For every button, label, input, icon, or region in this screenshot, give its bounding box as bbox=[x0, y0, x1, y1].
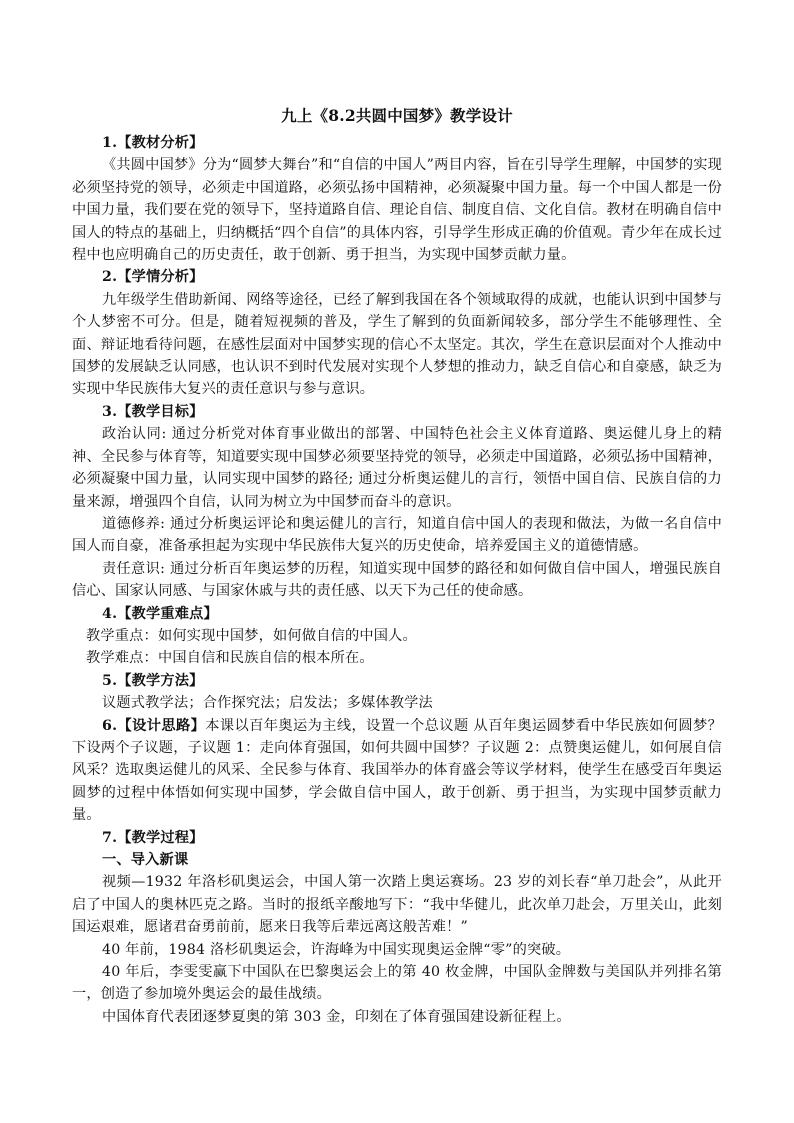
section-heading-3: 3.【教学目标】 bbox=[102, 403, 204, 420]
paragraph: 道德修养: 通过分析奥运评论和奥运健儿的言行，知道自信中国人的表现和做法，为做一名自信中国人而自豪，准备承担起为实现中华民族伟大复兴的历史使命，培养爱国主义的道德情感。 bbox=[72, 515, 722, 555]
paragraph: 议题式教学法；合作探究法；启发法；多媒体教学法 bbox=[102, 695, 433, 712]
section-heading-6: 6.【设计思路】 bbox=[102, 717, 206, 734]
paragraph: 教学重点：如何实现中国梦，如何做自信的中国人。 bbox=[86, 627, 417, 644]
section-heading-1: 1.【教材分析】 bbox=[102, 135, 204, 151]
paragraph-design-idea bbox=[72, 715, 722, 827]
document-title: 九上《8.2共圆中国梦》教学设计 bbox=[281, 106, 513, 125]
paragraph: 40 年后，李雯雯赢下中国队在巴黎奥运会上的第 40 枚金牌，中国队金牌数与美国队并列排名第一，创造了参加境外奥运会的最佳战绩。 bbox=[72, 964, 722, 1003]
section-heading-4: 4.【教学重难点】 bbox=[102, 605, 218, 622]
section-heading-7: 7.【教学过程】 bbox=[102, 829, 204, 846]
section-heading-5: 5.【教学方法】 bbox=[102, 672, 204, 689]
section-heading-2: 2.【学情分析】 bbox=[102, 269, 204, 286]
paragraph: 中国体育代表团逐梦夏奥的第 303 金，印刻在了体育强国建设新征程上。 bbox=[102, 1008, 571, 1025]
paragraph: 40 年前，1984 洛杉矶奥运会，许海峰为中国实现奥运金牌“零”的突破。 bbox=[102, 941, 571, 958]
paragraph: 政治认同: 通过分析党对体育事业做出的部署、中国特色社会主义体育道路、奥运健儿身上的精神、全民参与体育等，知道要实现中国梦必须要坚持党的领导，必须走中国道路，必须弘扬中国精神，必须凝聚中国力量，认同实现中国梦的路径; 通过分析奥运健儿的言行，领悟中国自信、民族自信的力量来源，增强四个自信，认同为树立为中国梦而奋斗的意识。 bbox=[72, 426, 722, 510]
subsection-heading: 一、导入新课 bbox=[102, 852, 189, 868]
paragraph: 九年级学生借助新闻、网络等途径，已经了解到我国在各个领域取得的成就，也能认识到中国梦与个人梦密不可分。但是，随着短视频的普及，学生了解到的负面新闻较多，部分学生不能够理性、全面、辩证地看待问题，在感性层面对中国梦实现的信心不太坚定。其次，学生在意识层面对个人推动中国梦的发展缺乏认同感，也认识不到时代发展对实现个人梦想的推动力，缺乏自信心和自豪感，缺乏为实现中华民族伟大复兴的责任意识与参与意识。 bbox=[72, 291, 722, 398]
paragraph: 视频—1932 年洛杉矶奥运会，中国人第一次踏上奥运赛场。23 岁的刘长春“单刀赴会”，从此开启了中国人的奥林匹克之路。当时的报纸辛酸地写下：“我中华健儿，此次单刀赴会，万里关山，此刻国运艰难，愿诸君奋勇前前，愿来日我等后辈远离这般苦难！” bbox=[72, 874, 722, 936]
paragraph: 责任意识: 通过分析百年奥运梦的历程，知道实现中国梦的路径和如何做自信中国人，增强民族自信心、国家认同感、与国家休戚与共的责任感、以天下为己任的使命感。 bbox=[72, 560, 722, 600]
paragraph: 教学难点：中国自信和民族自信的根本所在。 bbox=[86, 650, 374, 667]
document-page bbox=[72, 104, 722, 1028]
design-idea-text: 本课以百年奥运为主线，设置一个总议题 从百年奥运圆梦看中华民族如何圆梦？下设两个子议题，子议题 1：走向体育强国，如何共圆中国梦？子议题 2：点赞奥运健儿，如何展自信风采？选取奥运健儿的风采、全民参与体育、我国举办的体育盛会等议学材料，使学生在感受百年奥运圆梦的过程中体悟如何实现中国梦，学会做自信中国人，敢于创新、勇于担当，为实现中国梦贡献力量。 bbox=[72, 717, 722, 824]
paragraph: 《共圆中国梦》分为“圆梦大舞台”和“自信的中国人”两目内容，旨在引导学生理解，中国梦的实现必须坚持党的领导，必须走中国道路，必须弘扬中国精神，必须凝聚中国力量。每一个中国人都是一份中国力量，我们要在党的领导下，坚持道路自信、理论自信、制度自信、文化自信。教材在明确自信中国人的特点的基础上，归纳概括“四个自信”的具体内容，引导学生形成正确的价值观。青少年在成长过程中也应明确自己的历史责任，敢于创新、勇于担当，为实现中国梦贡献力量。 bbox=[72, 157, 722, 264]
